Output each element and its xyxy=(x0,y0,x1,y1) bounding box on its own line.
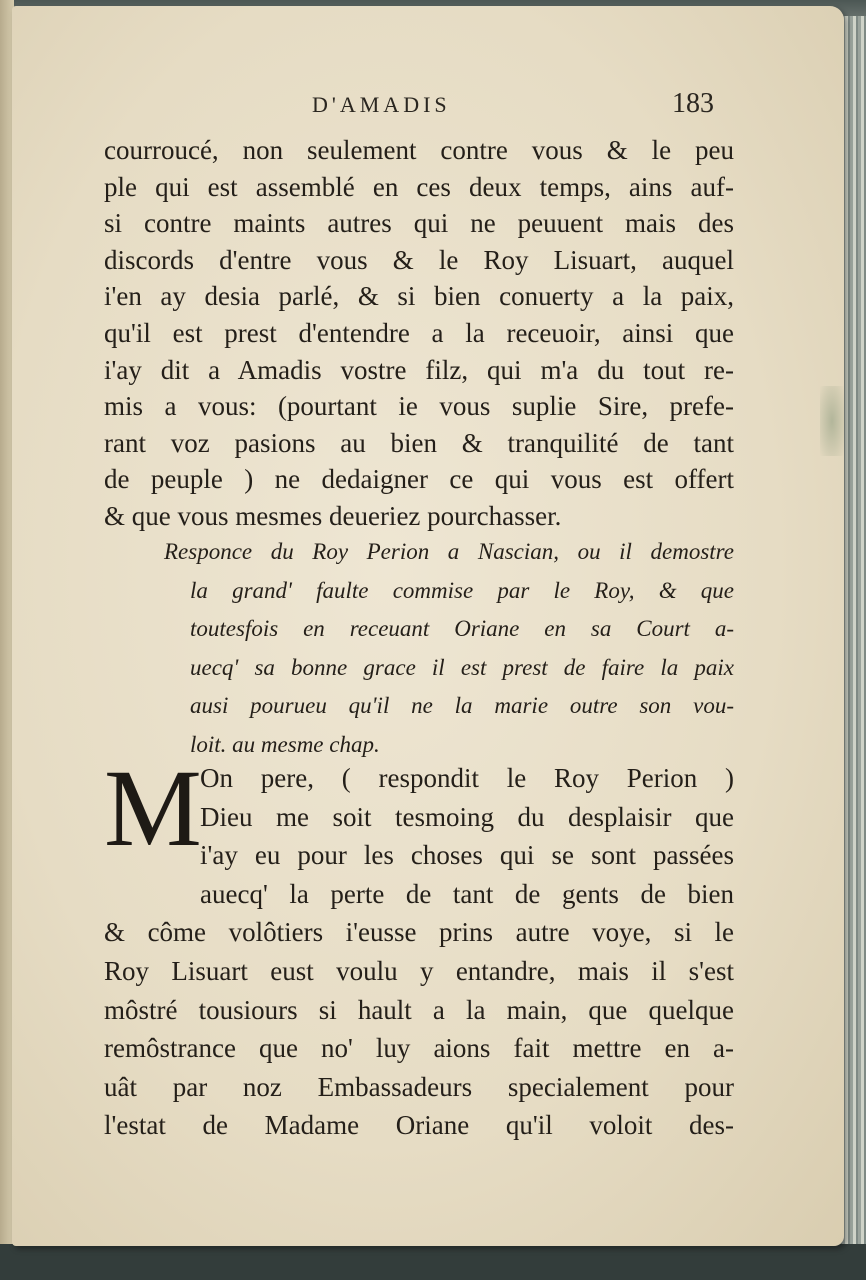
text-line: & que vous mesmes deueriez pourchasser. xyxy=(104,500,562,531)
rubric-line: ausi pourueu qu'il ne la marie outre son vou- xyxy=(190,693,734,718)
page-stain xyxy=(820,386,844,456)
page-number: 183 xyxy=(672,88,714,119)
rubric-line: Responce du Roy Perion a Nascian, ou il demostre xyxy=(164,539,734,564)
page-header xyxy=(12,88,844,128)
text-line: auecq' la perte de tant de gents de bien xyxy=(200,878,734,909)
reply-paragraph xyxy=(104,747,734,1145)
scan-backdrop-bottom xyxy=(0,1244,866,1280)
text-line: discords d'entre vous & le Roy Lisuart, auquel xyxy=(104,244,734,275)
text-line: l'estat de Madame Oriane qu'il voloit des- xyxy=(104,1110,734,1141)
running-title: D'AMADIS xyxy=(312,92,451,117)
drop-cap: M xyxy=(104,747,202,869)
paragraph-continued xyxy=(104,132,734,535)
chapter-rubric xyxy=(164,533,734,764)
text-line: de peuple ) ne dedaigner ce qui vous est offert xyxy=(104,464,734,495)
text-line: qu'il est prest d'entendre a la receuoir, ainsi que xyxy=(104,317,734,348)
text-line: Roy Lisuart eust voulu y entandre, mais il s'est xyxy=(104,955,734,986)
text-line: & côme volôtiers i'eusse prins autre voye, si le xyxy=(104,917,734,948)
text-line: uât par noz Embassadeurs specialement pour xyxy=(104,1071,734,1102)
text-line: remôstrance que no' luy aions fait mettre en a- xyxy=(104,1033,734,1064)
text-line: i'en ay desia parlé, & si bien conuerty a la paix, xyxy=(104,281,734,312)
text-line: i'ay eu pour les choses qui se sont passées xyxy=(200,840,734,871)
text-line: rant voz pasions au bien & tranquilité de tant xyxy=(104,427,734,458)
text-line: mis a vous: (pourtant ie vous suplie Sire, prefe- xyxy=(104,391,734,422)
rubric-line: la grand' faulte commise par le Roy, & que xyxy=(190,577,734,603)
rubric-line: toutesfois en receuant Oriane en sa Court a- xyxy=(190,616,734,641)
text-line: courroucé, non seulement contre vous & le peu xyxy=(104,135,734,165)
text-line: si contre maints autres qui ne peuuent mais des xyxy=(104,208,734,239)
text-line: ple qui est assemblé en ces deux temps, ains auf- xyxy=(104,171,734,202)
book-page xyxy=(12,6,844,1246)
rubric-line: uecq' sa bonne grace il est prest de faire la paix xyxy=(190,654,734,680)
text-line: Dieu me soit tesmoing du desplaisir que xyxy=(200,801,734,832)
text-line: i'ay dit a Amadis vostre filz, qui m'a du tout re- xyxy=(104,354,734,385)
rubric-line: loit. au mesme chap. xyxy=(190,731,380,757)
text-line: On pere, ( respondit le Roy Perion ) xyxy=(200,763,734,793)
text-line: môstré tousiours si hault a la main, que quelque xyxy=(104,994,734,1025)
